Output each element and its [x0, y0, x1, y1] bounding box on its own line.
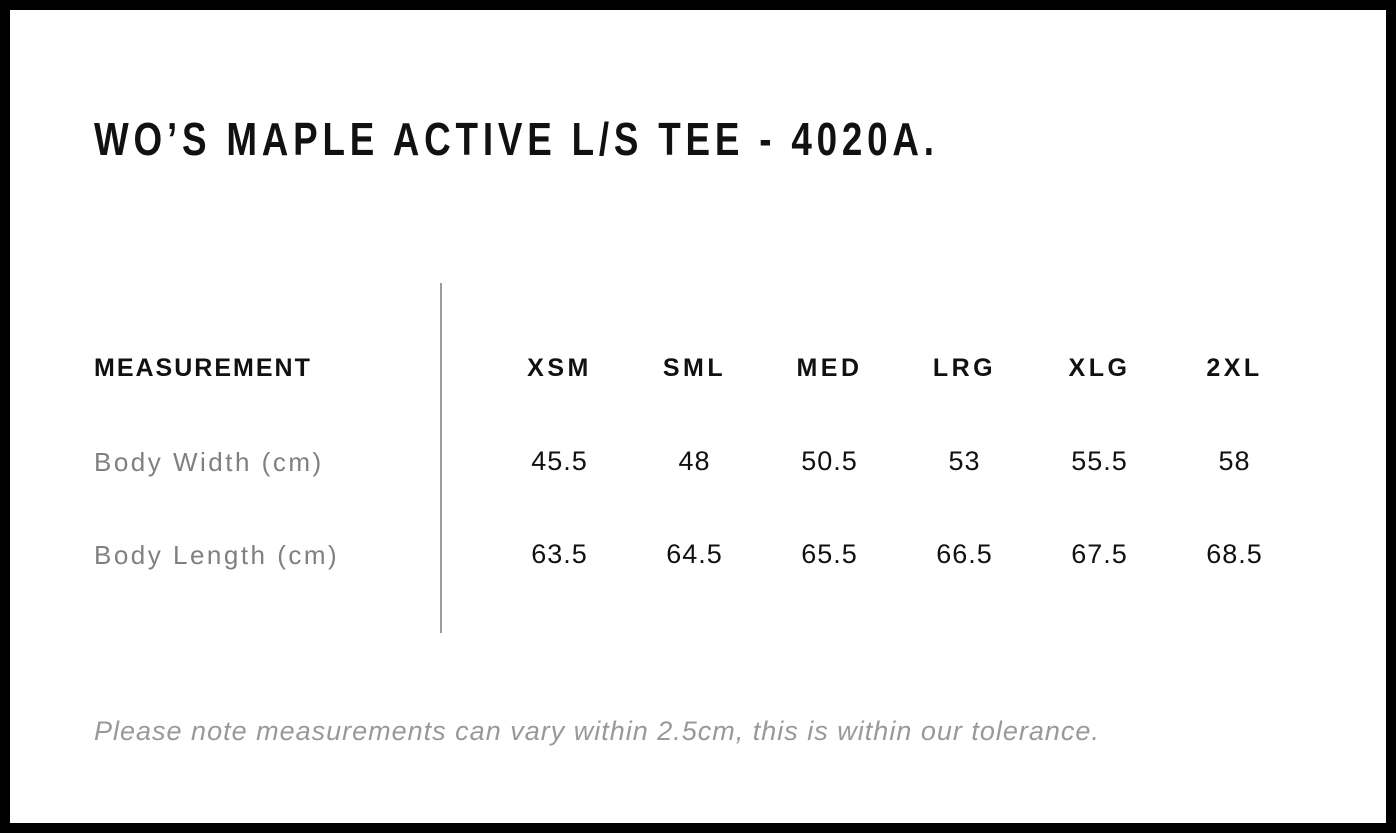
- size-header-sml: SML: [662, 354, 727, 382]
- size-header-xlg: XLG: [1068, 354, 1131, 382]
- page-title: WO’S MAPLE ACTIVE L/S TEE - 4020A.: [94, 113, 939, 165]
- body-width-med: 50.5: [801, 446, 858, 476]
- body-width-2xl: 58: [1218, 446, 1251, 476]
- tolerance-note: Please note measurements can vary within 2.5cm, this is within our tolerance.: [94, 716, 1100, 746]
- body-width-sml: 48: [678, 446, 711, 476]
- body-length-med: 65.5: [801, 539, 858, 569]
- size-header-lrg: LRG: [932, 354, 997, 382]
- body-length-xsm: 63.5: [531, 539, 588, 569]
- body-length-lrg: 66.5: [936, 539, 993, 569]
- size-header-xsm: XSM: [527, 354, 592, 382]
- size-chart-table: [94, 322, 1302, 601]
- body-width-lrg: 53: [948, 446, 981, 476]
- row-label-body-width: Body Width (cm): [94, 446, 324, 477]
- body-length-2xl: 68.5: [1206, 539, 1263, 569]
- size-header-med: MED: [796, 354, 863, 382]
- body-width-xlg: 55.5: [1071, 446, 1128, 476]
- row-label-body-length: Body Length (cm): [94, 539, 340, 570]
- body-length-xlg: 67.5: [1071, 539, 1128, 569]
- size-header-2xl: 2XL: [1206, 354, 1263, 382]
- measurement-column-header: MEASUREMENT: [94, 354, 312, 382]
- body-length-sml: 64.5: [666, 539, 723, 569]
- body-width-xsm: 45.5: [531, 446, 588, 476]
